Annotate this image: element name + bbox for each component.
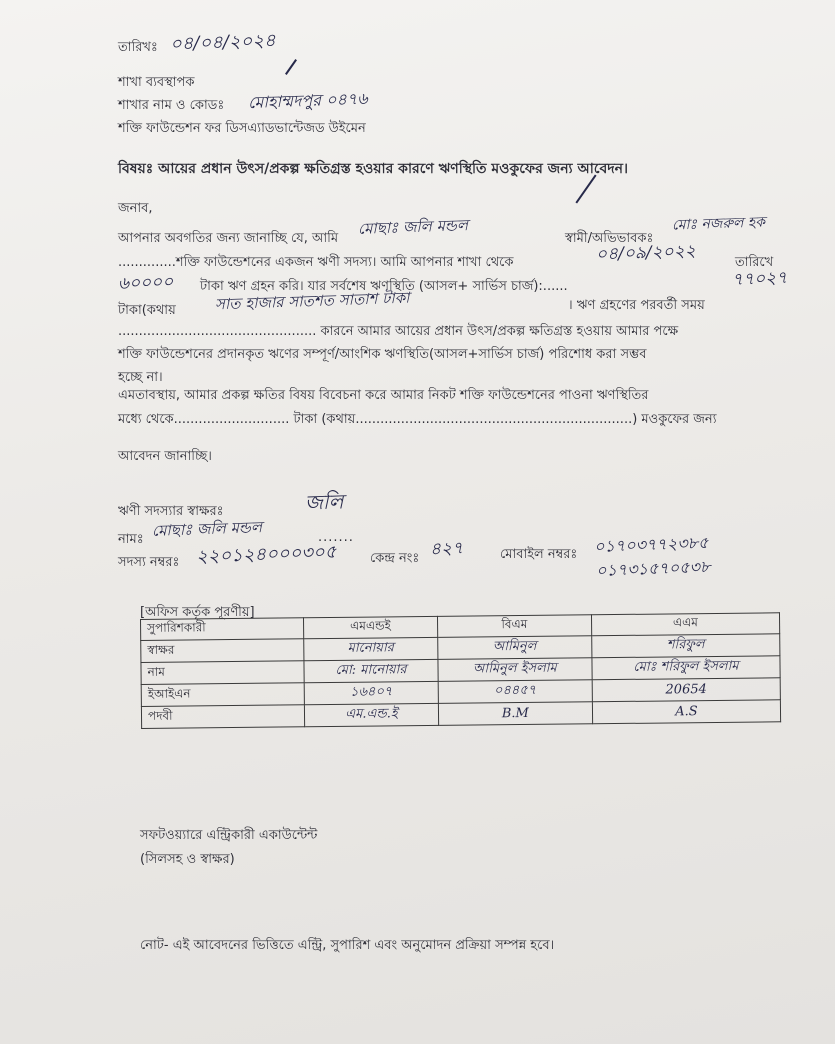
row-label: স্বাক্ষর	[141, 639, 304, 663]
body-line: শক্তি ফাউন্ডেশনের প্রদানকৃত ঋণের সম্পূর্ণ/আংশিক ঋণস্থিতি(আসল+সার্ভিস চার্জ) পরিশোধ করা সম্ভব	[118, 347, 647, 362]
branch-value: মোহাম্মদপুর ০৪৭৬	[247, 88, 368, 113]
handwritten-ein: ০৪৪৫৭	[493, 682, 537, 699]
addressee-line-3: শক্তি ফাউন্ডেশন ফর ডিসএ্যাডভান্টেজড উইমেন	[118, 121, 366, 136]
accountant-line-2: (সিলসহ ও স্বাক্ষর)	[140, 852, 235, 867]
balance-handwritten: ৭৭০২৭	[731, 268, 788, 290]
table-cell	[438, 680, 592, 704]
body-line: ..............শক্তি ফাউন্ডেশনের একজন ঋণী সদস্য। আমি আপনার শাখা থেকে	[118, 255, 514, 270]
handwritten-ein: ১৬৪০৭	[350, 684, 393, 700]
loan-date-handwritten: ০৪/০৯/২০২২	[595, 241, 697, 265]
table-cell	[592, 700, 780, 724]
table-cell	[438, 636, 592, 660]
center-label: কেন্দ্র নংঃ	[370, 551, 420, 566]
body-line: হচ্ছে না।	[118, 370, 163, 385]
table-header-cell: এমএন্ডই	[303, 616, 437, 638]
table-cell	[592, 678, 780, 702]
member-id-label: সদস্য নম্বরঃ	[118, 555, 180, 570]
handwritten-name: মো: মানোয়ার	[335, 662, 407, 678]
member-id-value: ২২০১২৪০০০৩০৫	[195, 541, 337, 568]
member-signature: জলি	[304, 489, 344, 515]
tick-mark	[285, 59, 297, 75]
table-cell	[438, 658, 592, 682]
member-name-handwritten: মোছাঃ জলি মন্ডল	[357, 216, 469, 238]
salutation: জনাব,	[118, 201, 153, 216]
table-cell	[304, 637, 438, 660]
addressee-line-1: শাখা ব্যবস্থাপক	[118, 75, 195, 90]
date-label: তারিখঃ	[118, 40, 158, 55]
signature: মানোয়ার	[347, 640, 394, 656]
mobile-label: মোবাইল নম্বরঃ	[500, 547, 578, 562]
table-cell	[438, 702, 592, 726]
branch-label: শাখার নাম ও কোডঃ	[118, 98, 225, 113]
table-cell	[592, 656, 780, 680]
center-value: ৪২৭	[429, 538, 464, 560]
date-value: ০৪/০৪/২০২৪	[169, 30, 276, 55]
footer-note: নোট- এই আবেদনের ভিত্তিতে এন্ট্রি, সুপারিশ এবং অনুমোদন প্রক্রিয়া সম্পন্ন হবে।	[140, 938, 555, 953]
member-name-value: মোছাঃ জলি মন্ডল	[151, 518, 263, 540]
balance-words-handwritten: সাত হাজার সাতশত সাতাশ টাকা	[214, 288, 410, 314]
subject-line: বিষয়ঃ আয়ের প্রধান উৎস/প্রকল্প ক্ষতিগ্রস্ত হওয়ার কারণে ঋণস্থিতি মওকুফের জন্য আবেদন।	[118, 161, 628, 177]
body-line: ................................................ কারনে আমার আয়ের প্রধান উৎস/প্রকল্প ক্ষতিগ্রস্ত হওয়ায় আমার পক্ষে	[118, 324, 679, 339]
office-table	[140, 612, 781, 729]
accountant-line-1: সফটওয়্যারে এন্ট্রিকারী একাউন্টেন্ট	[140, 828, 318, 843]
body-line: স্বামী/অভিভাবকঃ	[565, 231, 654, 246]
table-header-cell: এএম	[591, 613, 779, 636]
handwritten-name: মোঃ শরিফুল ইসলাম	[633, 658, 739, 675]
handwritten-designation: A.S	[675, 704, 698, 720]
signature: আমিনুল	[492, 638, 537, 655]
table-header-cell: সুপারিশকারী	[141, 618, 304, 641]
table-header-cell: বিএম	[437, 615, 591, 638]
row-label: ইআইএন	[141, 683, 304, 707]
handwritten-designation: এম.এন্ড.ই	[345, 706, 398, 722]
table-cell	[304, 659, 438, 682]
body-line: । ঋণ গ্রহণের পরবর্তী সময়	[568, 298, 705, 313]
signature: শরিফুল	[666, 637, 705, 653]
body-line: টাকা(কথায়	[118, 303, 176, 318]
handwritten-ein: 20654	[665, 682, 707, 698]
handwritten-name: আমিনুল ইসলাম	[472, 660, 557, 677]
body-line: মধ্যে থেকে............................ টাকা (কথায়...................................................................) মওকুফের জন্য	[118, 412, 717, 427]
row-label: নাম	[141, 661, 304, 685]
table-cell	[304, 703, 438, 726]
table-cell	[304, 681, 438, 704]
body-line: আবেদন জানাচ্ছি।	[118, 449, 212, 464]
row-label: পদবী	[141, 705, 304, 729]
member-signature-label: ঋণী সদস্যার স্বাক্ষরঃ	[118, 504, 224, 519]
guardian-name-handwritten: মোঃ নজরুল হক	[671, 214, 766, 234]
mobile-value: ০১৭০৩৭৭২৩৮৫	[593, 533, 709, 556]
body-line: টাকা ঋণ গ্রহন করি। যার সর্বশেষ ঋণস্থিতি (আসল+ সার্ভিস চার্জ):......	[200, 279, 568, 294]
member-name-label: নামঃ	[118, 532, 144, 547]
body-line: এমতাবস্থায়, আমার প্রকল্প ক্ষতির বিষয় বিবেচনা করে আমার নিকট শক্তি ফাউন্ডেশনের পাওনা ঋণস্থিতির	[118, 388, 649, 403]
loan-amount-handwritten: ৬০০০০	[117, 272, 174, 294]
handwritten-designation: B.M	[501, 705, 529, 722]
body-line: তারিখে	[735, 255, 774, 270]
office-heading: [অফিস কর্তৃক পূরণীয়]	[140, 605, 255, 620]
body-line: আপনার অবগতির জন্য জানাচ্ছি যে, আমি	[118, 231, 339, 246]
mobile-value-2: ০১৭৩১৫৭০৫৩৮	[595, 557, 711, 580]
table-cell	[591, 634, 779, 658]
dotted-line: .......	[318, 530, 354, 545]
